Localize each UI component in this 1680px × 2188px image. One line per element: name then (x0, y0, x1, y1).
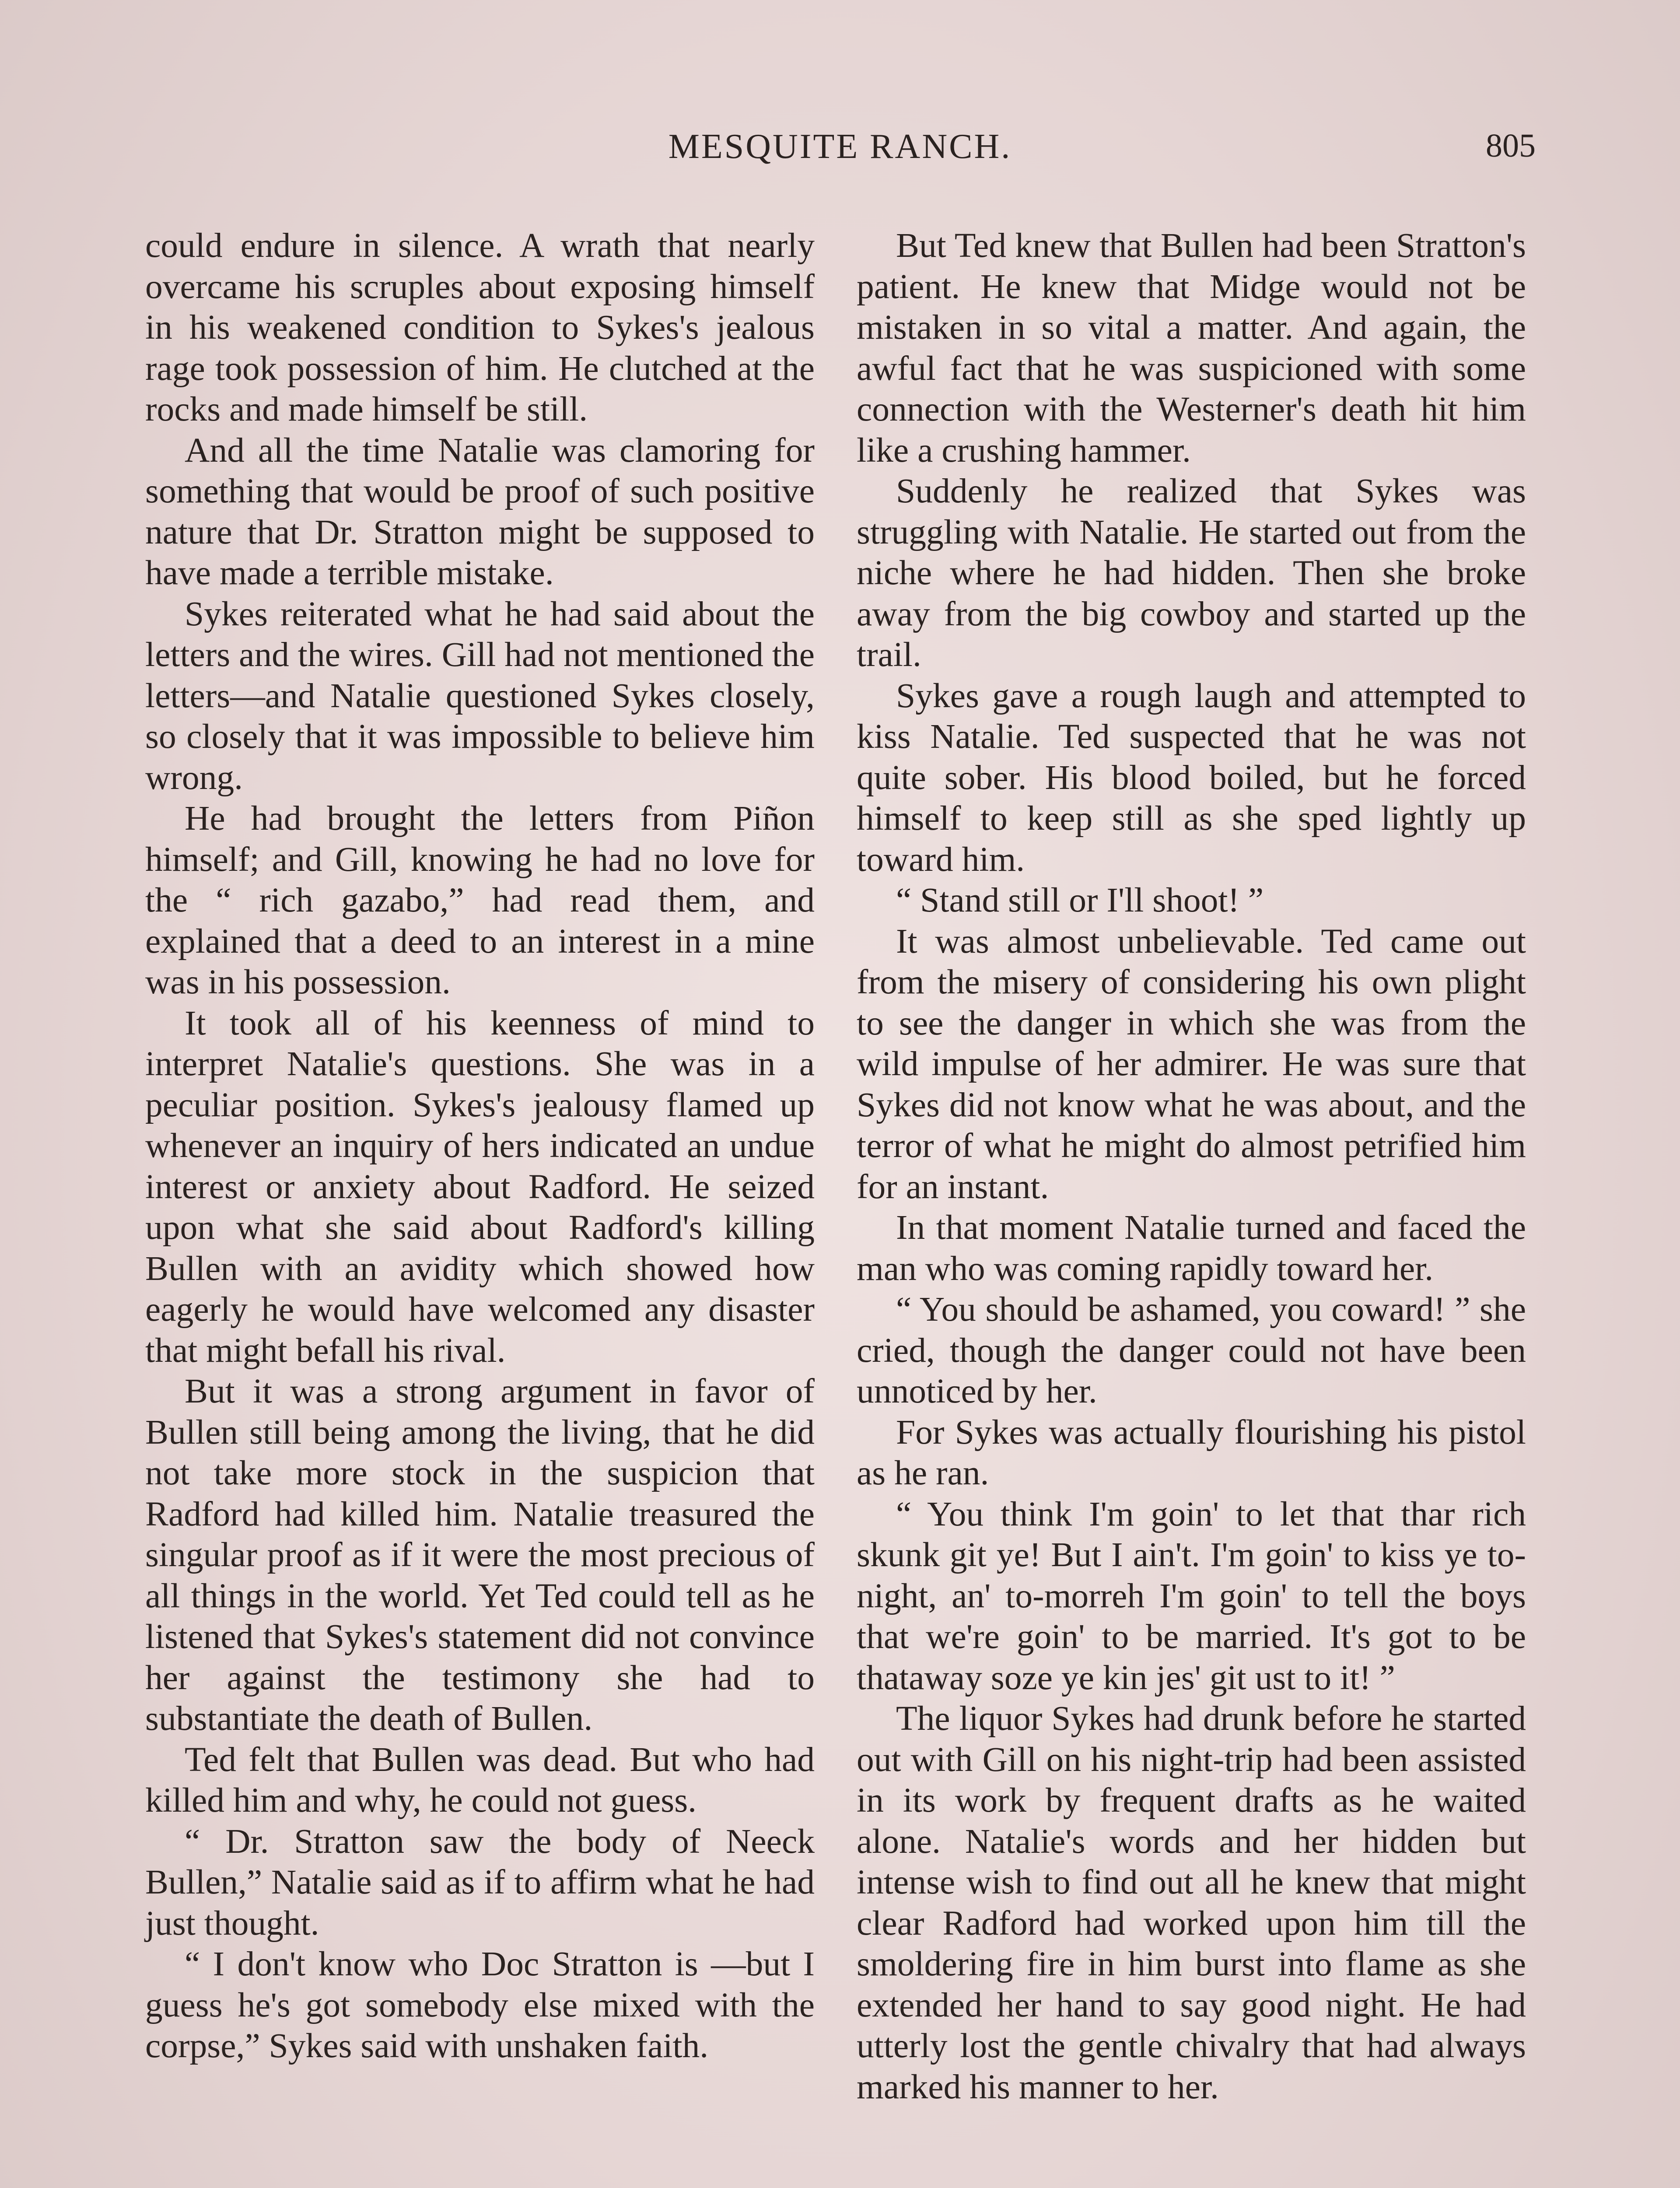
paragraph: The liquor Sykes had drunk before he started out with Gill on his night-trip had been assisted in its work by frequent drafts as he waited alone. Natalie's words and her hidden but intense wish to find out all he knew that might clear Radford had worked upon him till the smoldering fire in him burst into flame as she extended her hand to say good night. He had utterly lost the gentle chivalry that had always marked his manner to her. (857, 1699, 1526, 2106)
page-header (144, 127, 1536, 175)
page-number: 805 (1486, 127, 1536, 164)
paragraph: Ted felt that Bullen was dead. But who had killed him and why, he could not guess. (145, 1740, 815, 1820)
left-column (145, 225, 815, 2067)
paragraph: But Ted knew that Bullen had been Stratton's patient. He knew that Midge would not be mistaken in so vital a matter. And again, the awful fact that he was suspicioned with some connection with the Westerner's death hit him like a crushing hammer. (857, 226, 1526, 470)
paragraph: “ Dr. Stratton saw the body of Neeck Bullen,” Natalie said as if to affirm what he had just thought. (145, 1822, 815, 1943)
right-column (857, 225, 1526, 2107)
paragraph: It was almost unbelievable. Ted came out from the misery of considering his own plight to see the danger in which she was from the wild impulse of her admirer. He was sure that Sykes did not know what he was about, and the terror of what he might do almost petrified him for an instant. (857, 922, 1526, 1206)
paragraph: Sykes reiterated what he had said about the letters and the wires. Gill had not mentioned the letters—and Natalie questioned Sykes closely, so closely that it was impossible to believe him wrong. (145, 594, 815, 797)
paragraph: He had brought the letters from Piñon himself; and Gill, knowing he had no love for the “ rich gazabo,” had read them, and explained that a deed to an interest in a mine was in his possession. (145, 799, 815, 1001)
paragraph: For Sykes was actually flourishing his pistol as he ran. (857, 1413, 1526, 1492)
paragraph: could endure in silence. A wrath that nearly overcame his scruples about exposing himself in his weakened condition to Sykes's jealous rage took possession of him. He clutched at the rocks and made himself be still. (145, 226, 815, 428)
paragraph: Suddenly he realized that Sykes was struggling with Natalie. He started out from the niche where he had hidden. Then she broke away from the big cowboy and started up the trail. (857, 472, 1526, 674)
paragraph: “ I don't know who Doc Stratton is —but I guess he's got somebody else mixed with the corpse,” Sykes said with unshaken faith. (145, 1945, 815, 2065)
paragraph: “ Stand still or I'll shoot! ” (896, 881, 1264, 919)
paragraph: Sykes gave a rough laugh and attempted to kiss Natalie. Ted suspected that he was not quite sober. His blood boiled, but he forced himself to keep still as she sped lightly up toward him. (857, 676, 1526, 879)
paragraph: But it was a strong argument in favor of Bullen still being among the living, that he did not take more stock in the suspicion that Radford had killed him. Natalie treasured the singular proof as if it were the most precious of all things in the world. Yet Ted could tell as he listened that Sykes's statement did not convince her against the testimony she had to substantiate the death of Bullen. (145, 1372, 815, 1738)
paragraph: It took all of his keenness of mind to interpret Natalie's questions. She was in a peculiar position. Sykes's jealousy flamed up whenever an inquiry of hers indicated an undue interest or anxiety about Radford. He seized upon what she said about Radford's killing Bullen with an avidity which showed how eagerly he would have welcomed any disaster that might befall his rival. (145, 1003, 815, 1370)
paragraph: “ You should be ashamed, you coward! ” she cried, though the danger could not have been unnoticed by her. (857, 1290, 1526, 1410)
paragraph: “ You think I'm goin' to let that thar rich skunk git ye! But I ain't. I'm goin' to kiss ye to-night, an' to-morreh I'm goin' to tell the boys that we're goin' to be married. It's got to be thataway soze ye kin jes' git ust to it! ” (857, 1494, 1526, 1697)
running-title: MESQUITE RANCH. (668, 127, 1012, 166)
paragraph: And all the time Natalie was clamoring for something that would be proof of such positive nature that Dr. Stratton might be supposed to have made a terrible mistake. (145, 431, 815, 592)
paragraph: In that moment Natalie turned and faced the man who was coming rapidly toward her. (857, 1208, 1526, 1288)
